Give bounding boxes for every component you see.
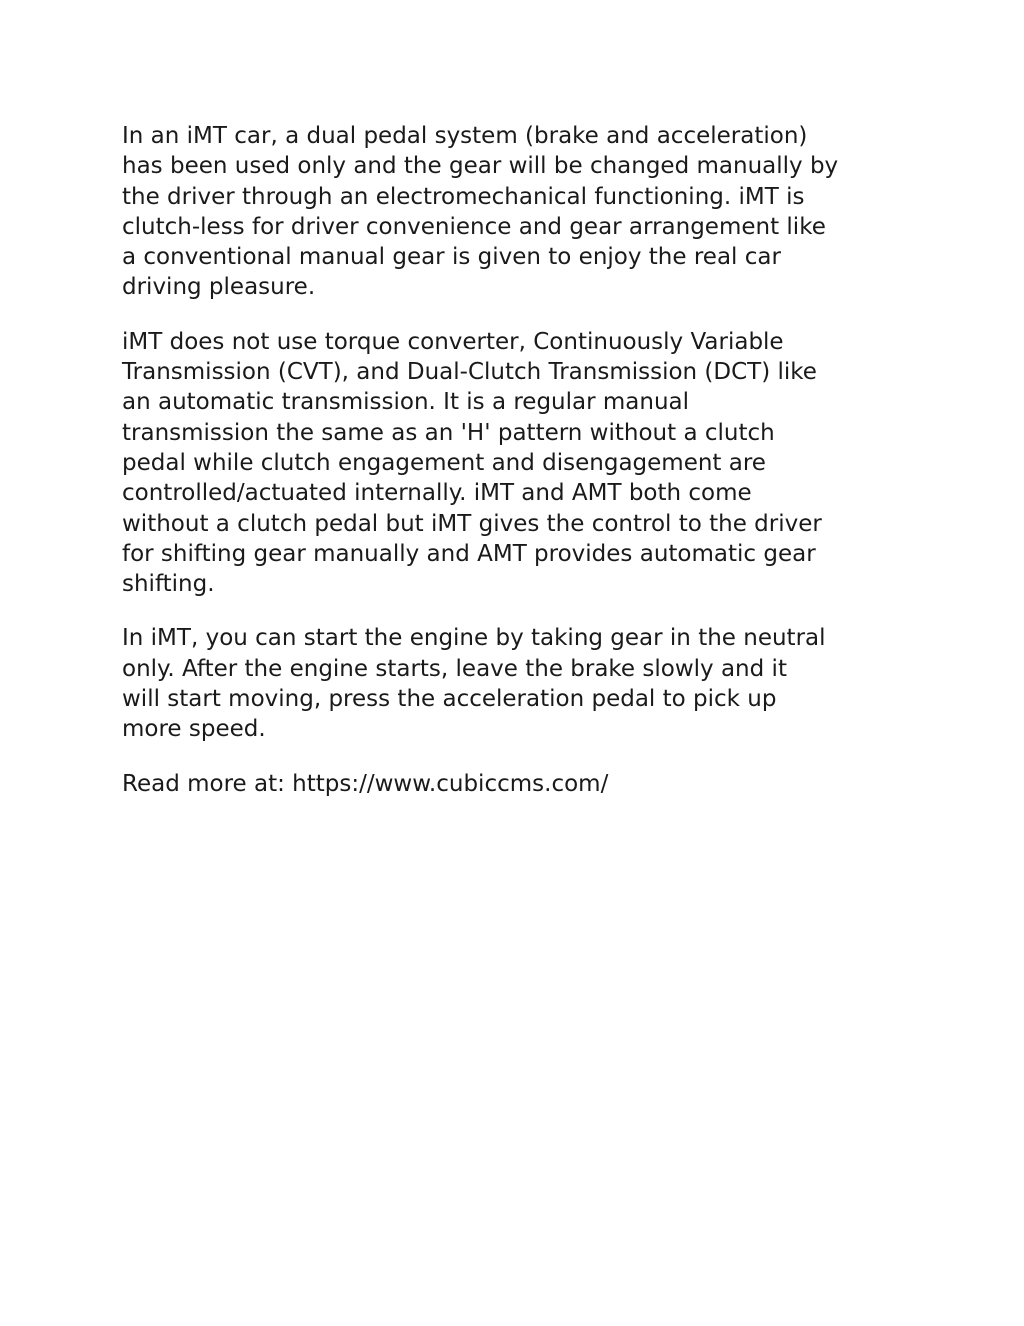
- text-line: only. After the engine starts, leave the brake slowly and it: [122, 655, 787, 682]
- text-line: In iMT, you can start the engine by taking gear in the neutral: [122, 625, 826, 652]
- paragraph-imt-transmission: [122, 327, 922, 600]
- text-line: an automatic transmission. It is a regular manual: [122, 389, 690, 416]
- read-more-line: Read more at: https://www.cubiccms.com/: [122, 770, 609, 797]
- text-line: pedal while clutch engagement and disengagement are: [122, 449, 766, 476]
- text-line: without a clutch pedal but iMT gives the control to the driver: [122, 510, 822, 537]
- text-line: transmission the same as an 'H' pattern without a clutch: [122, 419, 775, 446]
- text-line: driving pleasure.: [122, 274, 316, 301]
- text-line: In an iMT car, a dual pedal system (brake and acceleration): [122, 123, 808, 149]
- document-body: [122, 121, 922, 823]
- text-line: clutch-less for driver convenience and gear arrangement like: [122, 213, 826, 240]
- paragraph-imt-overview: [122, 121, 922, 303]
- text-line: has been used only and the gear will be changed manually by: [122, 153, 839, 180]
- text-line: will start moving, press the acceleration pedal to pick up: [122, 686, 777, 713]
- text-line: a conventional manual gear is given to enjoy the real car: [122, 244, 781, 271]
- text-line: Transmission (CVT), and Dual-Clutch Transmission (DCT) like: [122, 359, 817, 386]
- text-line: controlled/actuated internally. iMT and AMT both come: [122, 480, 752, 507]
- text-line: more speed.: [122, 716, 266, 743]
- paragraph-imt-starting: [122, 623, 922, 744]
- text-line: shifting.: [122, 571, 215, 598]
- text-line: the driver through an electromechanical functioning. iMT is: [122, 183, 805, 210]
- paragraph-read-more: [122, 769, 922, 799]
- text-line: iMT does not use torque converter, Continuously Variable: [122, 328, 784, 355]
- text-line: for shifting gear manually and AMT provides automatic gear: [122, 540, 816, 567]
